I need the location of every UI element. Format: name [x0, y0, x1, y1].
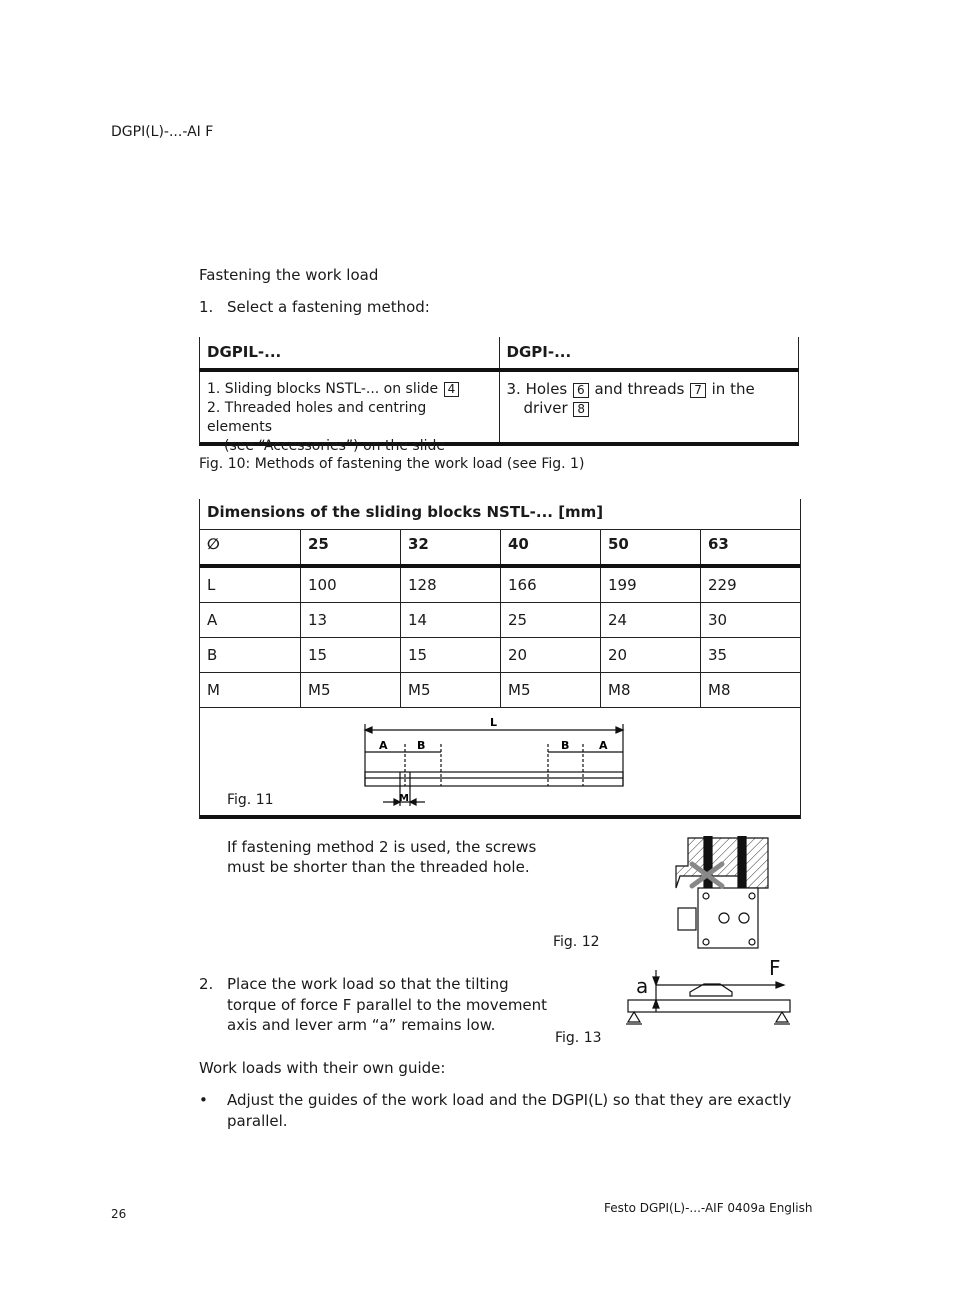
fig-12-caption: Fig. 12 — [553, 934, 600, 950]
header-cell: 63 — [700, 530, 800, 564]
table-cell: B — [207, 646, 218, 664]
header-cell: ∅ — [207, 535, 220, 553]
table-cell: 20 — [600, 638, 700, 672]
section-heading: Fastening the work load — [199, 266, 379, 284]
table-row — [200, 568, 800, 603]
method-1: 1. Sliding blocks NSTL-... on slide 4 — [207, 380, 492, 399]
step-1-number: 1. — [199, 298, 214, 316]
table-cell: 229 — [700, 568, 800, 602]
ref-box: 6 — [573, 383, 589, 398]
table-cell: 14 — [400, 603, 500, 637]
lever-arm-label: a — [636, 974, 649, 998]
dgpi-methods — [499, 372, 799, 442]
table-cell: 15 — [400, 638, 500, 672]
ref-box: 8 — [573, 402, 589, 417]
table-cell: M — [207, 681, 220, 699]
method-3: 3. Holes 6 and threads 7 in the — [506, 380, 755, 398]
guide-heading: Work loads with their own guide: — [199, 1059, 446, 1077]
table-cell: M8 — [600, 673, 700, 707]
page-number: 26 — [111, 1207, 127, 1221]
method-3-cont: driver 8 — [507, 399, 792, 418]
fig-10-caption: Fig. 10: Methods of fastening the work load (see Fig. 1) — [199, 456, 585, 472]
ref-box: 4 — [444, 382, 460, 397]
table-cell: 24 — [600, 603, 700, 637]
table-cell: M5 — [300, 673, 400, 707]
dim-label-b: B — [561, 739, 570, 752]
step-2-line-1: Place the work load so that the tilting — [227, 975, 509, 993]
force-lever-diagram — [624, 956, 796, 1028]
step-2-line-2: torque of force F parallel to the movement — [227, 996, 548, 1014]
screw-length-illustration — [672, 836, 772, 952]
document-header: DGPI(L)-...-AI F — [111, 124, 214, 140]
force-label: F — [769, 956, 781, 980]
note-line-1: If fastening method 2 is used, the screws — [227, 838, 537, 856]
dgpil-methods — [200, 372, 499, 454]
note-line-2: must be shorter than the threaded hole. — [227, 858, 530, 876]
dim-label-b: B — [417, 739, 426, 752]
table-cell: L — [207, 576, 216, 594]
sliding-block-figure-cell — [200, 708, 800, 819]
dim-label-a: A — [599, 739, 608, 752]
step-2-line-3: axis and lever arm “a” remains low. — [227, 1016, 496, 1034]
table-cell: M5 — [400, 673, 500, 707]
guide-line-1: Adjust the guides of the work load and the DGPI(L) so that they are exactly — [227, 1091, 792, 1109]
header-cell: 50 — [600, 530, 700, 564]
sliding-block-drawing — [355, 716, 635, 816]
fig-13-caption: Fig. 13 — [555, 1030, 602, 1046]
table-cell: M8 — [700, 673, 800, 707]
table-cell: 128 — [400, 568, 500, 602]
fastening-methods-table — [199, 337, 799, 454]
dimensions-table — [199, 499, 801, 819]
method-2-cont: (see “Accessories”) on the slide — [224, 438, 445, 454]
table-row — [200, 673, 800, 708]
dimensions-title: Dimensions of the sliding blocks NSTL-... [mm] — [200, 499, 800, 530]
table-cell: 166 — [500, 568, 600, 602]
bullet: • — [199, 1091, 208, 1109]
dim-label-l: L — [490, 716, 498, 729]
table-cell: 25 — [500, 603, 600, 637]
table-cell: 35 — [700, 638, 800, 672]
fig-11-caption: Fig. 11 — [227, 792, 274, 808]
table-cell: 20 — [500, 638, 600, 672]
header-cell: 32 — [400, 530, 500, 564]
method-2: 2. Threaded holes and centring elements — [207, 400, 427, 435]
table-row — [200, 638, 800, 673]
step-1-text: Select a fastening method: — [227, 298, 430, 316]
table-row — [200, 603, 800, 638]
table-cell: 100 — [300, 568, 400, 602]
table-body-row — [199, 372, 799, 454]
guide-line-2: parallel. — [227, 1112, 288, 1130]
col-dgpil-header: DGPIL-... — [207, 343, 282, 361]
table-cell: A — [207, 611, 218, 629]
table-cell: 30 — [700, 603, 800, 637]
table-cell: M5 — [500, 673, 600, 707]
col-dgpi-header: DGPI-... — [499, 337, 799, 368]
ref-box: 7 — [690, 383, 706, 398]
table-header-row — [199, 337, 799, 368]
dim-label-m: M — [399, 793, 409, 804]
step-2-number: 2. — [199, 975, 214, 993]
header-cell: 40 — [500, 530, 600, 564]
table-header-row — [200, 530, 800, 564]
footer-doc-id: Festo DGPI(L)-...-AIF 0409a English — [604, 1201, 813, 1215]
header-cell: 25 — [300, 530, 400, 564]
table-cell: 199 — [600, 568, 700, 602]
table-cell: 15 — [300, 638, 400, 672]
dim-label-a: A — [379, 739, 388, 752]
table-cell: 13 — [300, 603, 400, 637]
